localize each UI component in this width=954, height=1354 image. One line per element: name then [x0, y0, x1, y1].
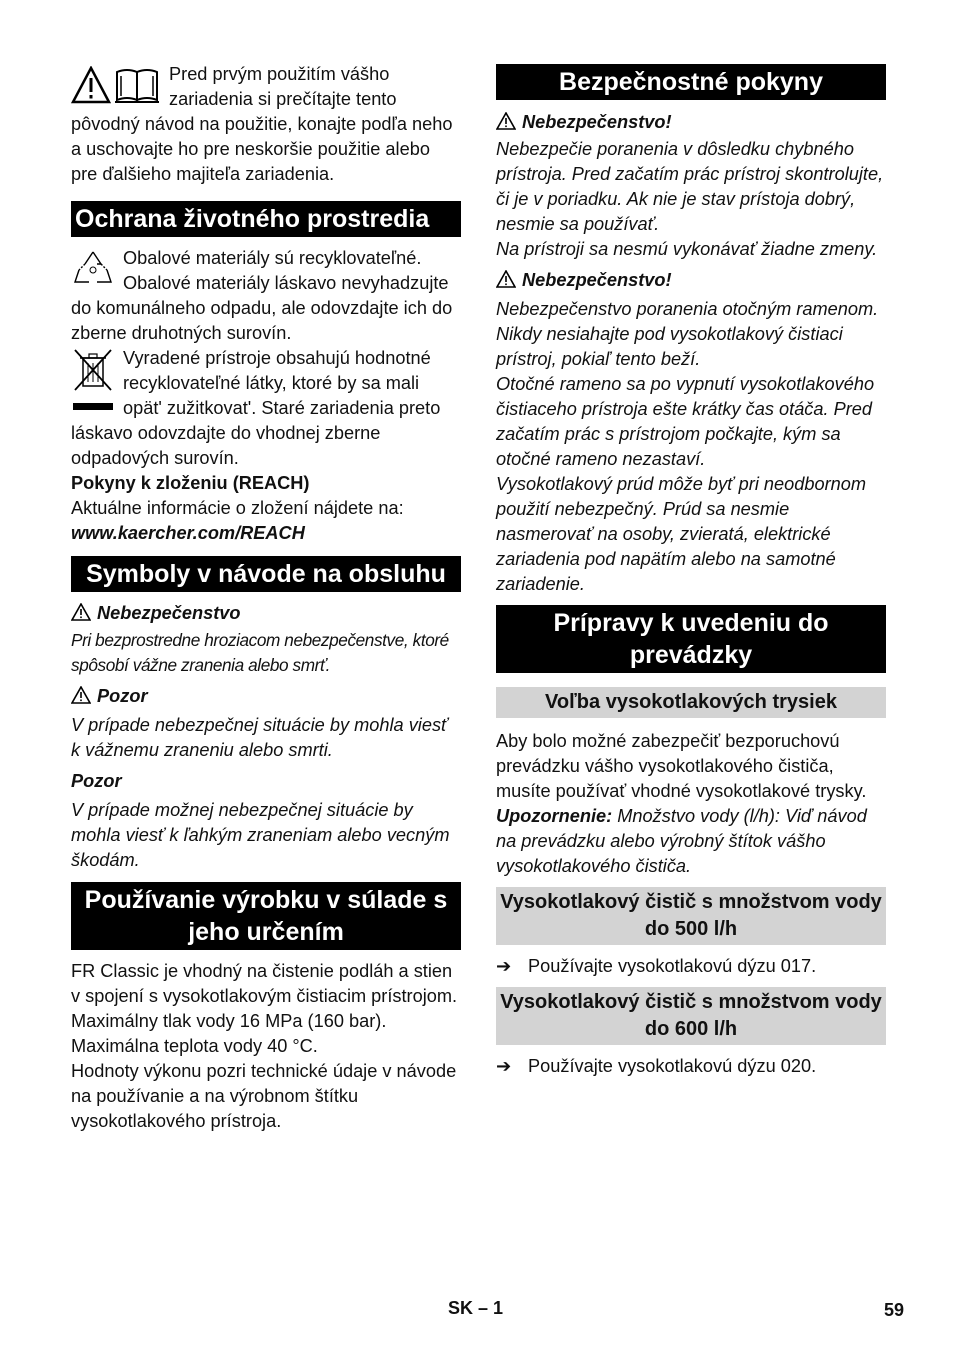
intro-block [71, 62, 461, 187]
environment-heading: Ochrana životného prostredia [71, 201, 461, 237]
subheading-500: Vysokotlakový čistič s množstvom vody do 500 l/h [496, 887, 886, 945]
symbols-heading: Symboly v návode na obsluhu [71, 556, 461, 592]
subheading-600: Vysokotlakový čistič s množstvom vody do 600 l/h [496, 987, 886, 1045]
arrow-right-icon: ➔ [496, 956, 512, 976]
disposal-text: Vyradené prístroje obsahujú hodnotné recyklovateľné látky, ktoré by sa mali opät' zužitkovat'. Staré zariadenia preto láskavo odovzdajte do vhodnej zberne odpadových surovín. [71, 348, 441, 468]
use-paragraph-2: Maximálny tlak vody 16 MPa (160 bar). [71, 1011, 387, 1031]
notice-text: V prípade možnej nebezpečnej situácie by mohla viesť k ľahkým zraneniam alebo vecným škodám. [71, 800, 450, 870]
nozzle-selection-heading: Voľba vysokotlakových trysiek [496, 687, 886, 718]
crossed-bin-icon [71, 348, 115, 421]
danger2-text-2: Otočné rameno sa po vypnutí vysokotlakového čistiaceho prístroja ešte krátky čas otáča. Pred začatím prác s prístrojom počkajte, kým sa otočné rameno nezastaví. [496, 374, 875, 469]
reach-heading: Pokyny k zloženiu (REACH) [71, 473, 310, 493]
disposal-block [71, 346, 461, 471]
danger2-label: Nebezpečenstvo! [496, 268, 886, 293]
warning-icon [71, 686, 91, 704]
warning-manual-icon [71, 66, 161, 111]
caution-text: V prípade nebezpečnej situácie by mohla viesť k vážnemu zraneniu alebo smrti. [71, 715, 448, 760]
note-paragraph [496, 804, 886, 879]
reach-link[interactable]: www.kaercher.com/REACH [71, 523, 305, 543]
list-item-600: ➔ Používajte vysokotlakovú dýzu 020. [496, 1054, 886, 1079]
caution-label: Pozor [71, 684, 461, 709]
note-label: Upozornenie: [496, 806, 613, 826]
danger1-label: Nebezpečenstvo! [496, 110, 886, 135]
danger1-text: Nebezpečie poranenia v dôsledku chybného prístroja. Pred začatím prác prístroj skontrolujte, či je v poriadku. Ak nie je stav prístoja dobrý, nesmie sa používať. [496, 139, 884, 234]
warning-icon [496, 112, 516, 130]
danger-text: Pri bezprostredne hroziacom nebezpečenstve, ktoré spôsobí vážne zranenia alebo smrť. [71, 630, 449, 675]
danger2-text: Nebezpečenstvo poranenia otočným ramenom. Nikdy nesiahajte pod vysokotlakový čistiaci prístroj, pokiaľ tento beží. [496, 299, 879, 369]
footer-page-number: 59 [884, 1300, 905, 1320]
danger2-text-3: Vysokotlakový prúd môže byť pri neodbornom použití nebezpečný. Prúd sa nesmie nasmerovať na osoby, zvieratá, elektrické zariadenia pod napätím alebo na samotné zariadenie. [496, 474, 867, 594]
nozzle-text: Aby bolo možné zabezpečiť bezporuchovú prevádzku vášho vysokotlakového čističa, musíte používať vhodné vysokotlakové trysky. [496, 731, 867, 801]
arrow-right-icon: ➔ [496, 1056, 512, 1076]
use-paragraph-4: Hodnoty výkonu pozri technické údaje v návode na používanie a na výrobnom štítku vysokotlakového prístroja. [71, 1061, 457, 1131]
footer-language-code: SK – 1 [448, 1298, 504, 1318]
list-item-500: ➔ Používajte vysokotlakovú dýzu 017. [496, 954, 886, 979]
right-column [496, 64, 886, 1079]
safety-heading: Bezpečnostné pokyny [496, 64, 886, 100]
intended-use-heading: Používanie výrobku v súlade s jeho určením [71, 882, 461, 950]
reach-text: Aktuálne informácie o zložení nájdete na: [71, 498, 404, 518]
notice-label: Pozor [71, 771, 122, 791]
danger-label: Nebezpečenstvo [71, 601, 461, 626]
recycle-icon [71, 248, 115, 295]
recycle-block [71, 246, 461, 346]
use-paragraph-1: FR Classic je vhodný na čistenie podláh a stien v spojení s vysokotlakovým čistiacim prístrojom. [71, 961, 458, 1006]
danger1-text-2: Na prístroji sa nesmú vykonávať žiadne zmeny. [496, 239, 878, 259]
warning-icon [71, 603, 91, 621]
preparation-heading: Prípravy k uvedeniu do prevádzky [496, 605, 886, 673]
use-paragraph-3: Maximálna teplota vody 40 °C. [71, 1036, 318, 1056]
intro-text: Pred prvým použitím vášho zariadenia si prečítajte tento pôvodný návod na použitie, konajte podľa neho a uschovajte ho pre neskoršie použitie alebo pre ďalšieho majiteľa zariadenia. [71, 64, 453, 184]
recycle-text: Obalové materiály sú recyklovateľné. Obalové materiály láskavo nevyhadzujte do komunálneho odpadu, ale odovzdajte ich do zberne druhotných surovín. [71, 248, 453, 343]
note-text: Množstvo vody (l/h): Viď návod na prevádzku alebo výrobný štítok vášho vysokotlakového čističa. [496, 806, 867, 876]
left-column [71, 62, 461, 1134]
warning-icon [496, 270, 516, 288]
